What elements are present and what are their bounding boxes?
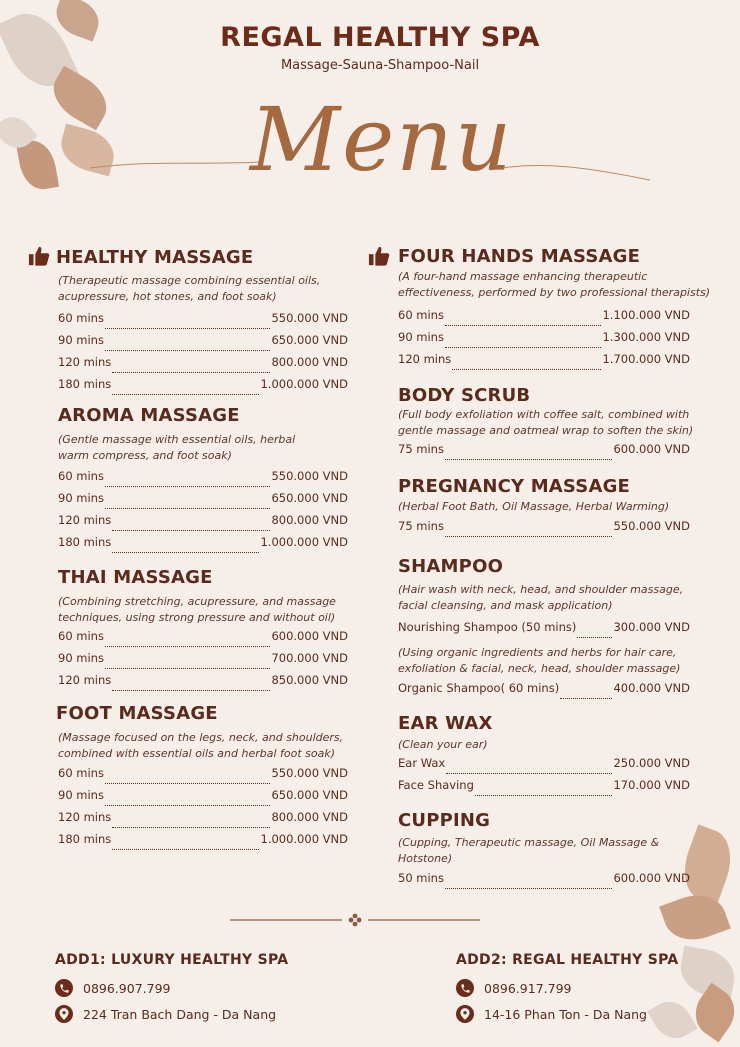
price-list (58, 469, 348, 557)
section-description: (Herbal Foot Bath, Oil Massage, Herbal Warming) (398, 500, 670, 513)
section-description: (Therapeutic massage combining essential oils, acupressure, hot stones, and foot soak) (58, 274, 321, 303)
price-row: 120 mins 800.000 VND (58, 810, 348, 832)
price-list (398, 871, 690, 893)
section-description: (Cupping, Therapeutic massage, Oil Massage & Hotstone) (398, 836, 660, 865)
phone-number[interactable]: 0896.917.799 (484, 980, 572, 996)
address-line (55, 1005, 355, 1023)
section-description: (Hair wash with neck, head, and shoulder massage, facial cleansing, and mask application) (398, 583, 684, 612)
price-list (398, 756, 690, 800)
section-title: AROMA MASSAGE (58, 405, 240, 426)
price-row: Nourishing Shampoo (50 mins) 300.000 VND (398, 620, 690, 642)
section-title: PREGNANCY MASSAGE (398, 476, 631, 497)
section-title: FOOT MASSAGE (56, 703, 218, 724)
price-row: 60 mins 550.000 VND (58, 766, 348, 788)
location-pin-icon (55, 1005, 73, 1023)
price-list (58, 311, 348, 399)
thumbs-up-icon (368, 245, 390, 267)
section-title: CUPPING (398, 810, 491, 831)
price-row: 120 mins 1.700.000 VND (398, 352, 690, 374)
section-title: THAI MASSAGE (58, 567, 213, 588)
price-row: 75 mins 550.000 VND (398, 519, 690, 541)
section-description: (Combining stretching, acupressure, and massage techniques, using strong pressure and without oil) (58, 595, 336, 624)
price-row: 180 mins 1.000.000 VND (58, 535, 348, 557)
price-row: 90 mins 650.000 VND (58, 333, 348, 355)
price-row: 90 mins 650.000 VND (58, 788, 348, 810)
price-row: 60 mins 600.000 VND (58, 629, 348, 651)
address-line (456, 1005, 736, 1023)
price-row: 120 mins 800.000 VND (58, 513, 348, 535)
section-description: (A four-hand massage enhancing therapeutic effectiveness, performed by two professional therapists) (398, 270, 711, 299)
menu-script-title: Menu (250, 88, 514, 191)
price-list (398, 519, 690, 541)
price-list (58, 629, 348, 695)
phone-line (456, 979, 736, 997)
thumbs-up-icon (28, 245, 50, 267)
price-row: Ear Wax 250.000 VND (398, 756, 690, 778)
phone-icon (456, 979, 474, 997)
price-row: 60 mins 550.000 VND (58, 311, 348, 333)
price-row: 60 mins 550.000 VND (58, 469, 348, 491)
price-list (398, 308, 690, 374)
price-row: 60 mins 1.100.000 VND (398, 308, 690, 330)
price-row: 90 mins 650.000 VND (58, 491, 348, 513)
phone-number[interactable]: 0896.907.799 (83, 980, 171, 996)
section-description: (Massage focused on the legs, neck, and shoulders, combined with essential oils and herbal foot soak) (58, 731, 344, 760)
page-title: REGAL HEALTHY SPA (220, 22, 540, 53)
page-subtitle: Massage-Sauna-Shampoo-Nail (280, 58, 480, 73)
price-row: 120 mins 850.000 VND (58, 673, 348, 695)
address-title: ADD2: REGAL HEALTHY SPA (456, 952, 679, 968)
price-list (398, 681, 690, 703)
address-block-1 (55, 952, 355, 1023)
divider-ornament (230, 912, 480, 928)
price-row: 180 mins 1.000.000 VND (58, 832, 348, 854)
address-title: ADD1: LUXURY HEALTHY SPA (55, 952, 289, 968)
section-description: (Clean your ear) (398, 738, 488, 751)
section-description: (Using organic ingredients and herbs for hair care, exfoliation & facial, neck, head, shoulder massage) (398, 646, 681, 675)
address-text: 224 Tran Bach Dang - Da Nang (83, 1006, 277, 1022)
price-row: 90 mins 700.000 VND (58, 651, 348, 673)
location-pin-icon (456, 1005, 474, 1023)
price-row: Face Shaving 170.000 VND (398, 778, 690, 800)
price-row: 75 mins 600.000 VND (398, 442, 690, 464)
section-description: (Gentle massage with essential oils, herbal warm compress, and foot soak) (58, 433, 296, 462)
price-list (398, 620, 690, 642)
phone-icon (55, 979, 73, 997)
section-title: FOUR HANDS MASSAGE (398, 246, 641, 267)
price-row: 120 mins 800.000 VND (58, 355, 348, 377)
section-title: EAR WAX (398, 713, 493, 734)
price-row: 180 mins 1.000.000 VND (58, 377, 348, 399)
address-block-2 (456, 952, 736, 1023)
section-title: SHAMPOO (398, 556, 504, 577)
section-title: BODY SCRUB (398, 385, 531, 406)
section-title: HEALTHY MASSAGE (56, 247, 254, 268)
section-description: (Full body exfoliation with coffee salt, combined with gentle massage and oatmeal wrap to soften the skin) (398, 408, 694, 437)
price-row: Organic Shampoo( 60 mins) 400.000 VND (398, 681, 690, 703)
price-list (398, 442, 690, 464)
address-text: 14-16 Phan Ton - Da Nang (484, 1006, 647, 1022)
price-list (58, 766, 348, 854)
price-row: 50 mins 600.000 VND (398, 871, 690, 893)
price-row: 90 mins 1.300.000 VND (398, 330, 690, 352)
phone-line (55, 979, 355, 997)
